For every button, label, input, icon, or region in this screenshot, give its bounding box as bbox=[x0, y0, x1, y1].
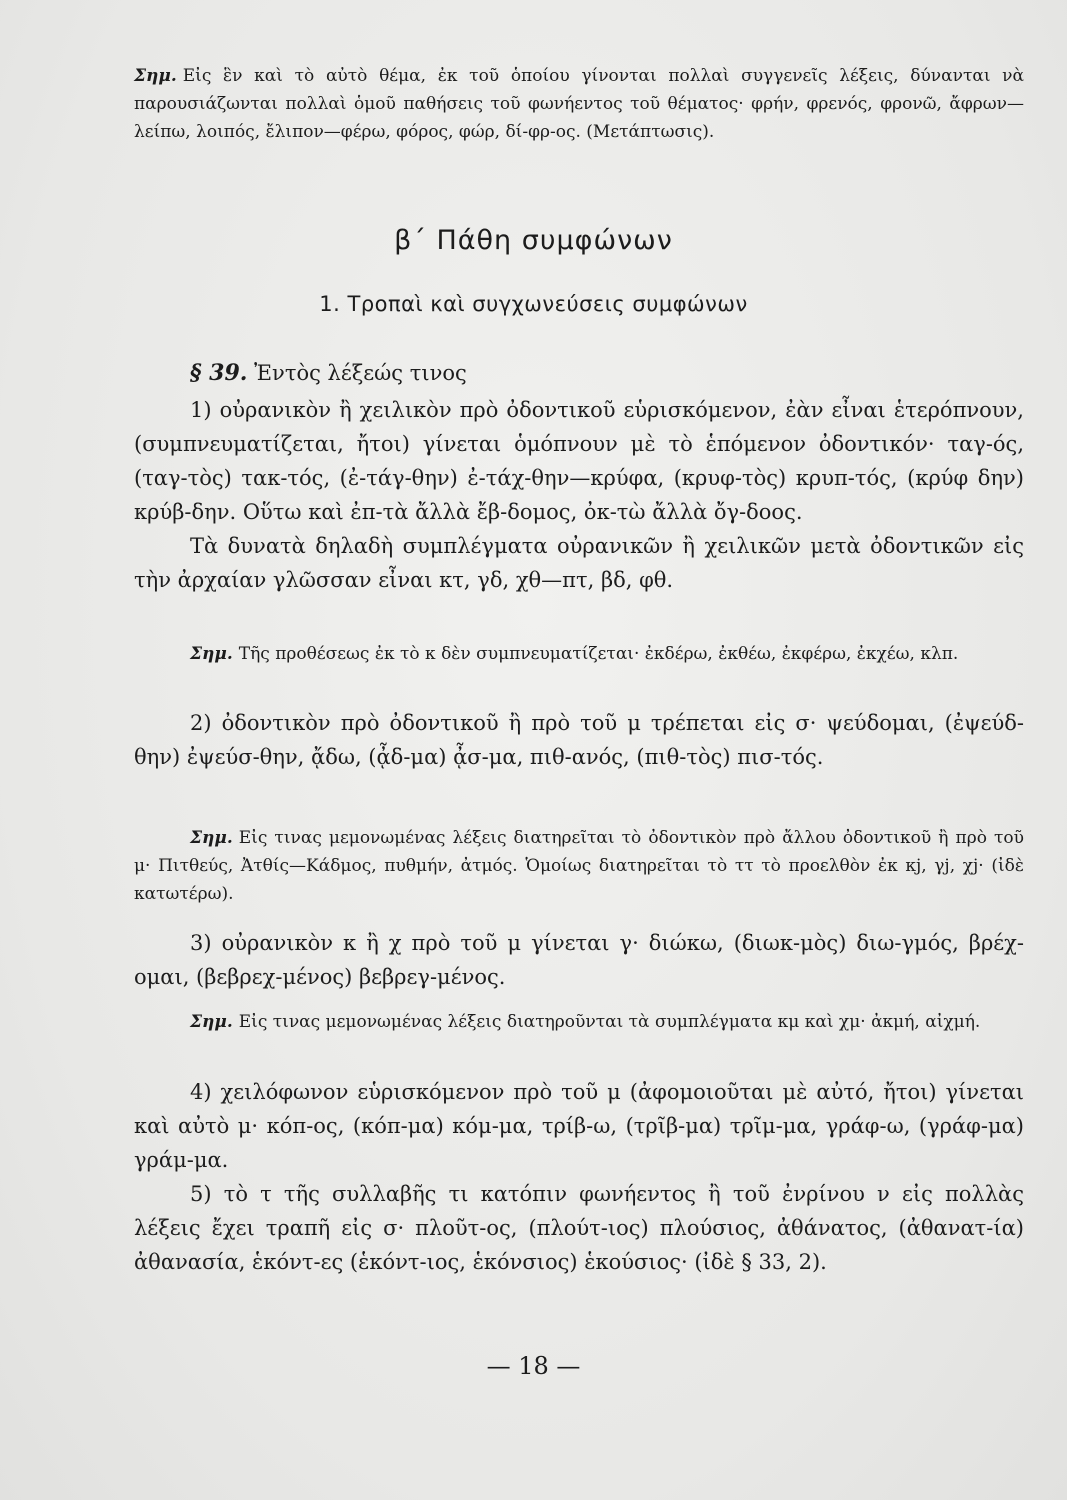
paragraph-4-text: 4) χειλόφωνον εὑρισκόμενον πρὸ τοῦ μ (ἀφομοιοῦται μὲ αὐτό, ἤτοι) γίνεται καὶ αὐτὸ μ· κόπ-ος, (κόπ-μα) κόμ-μα, τρίβ-ω, (τρῖβ-μα) τρῖμ-μα, γράφ-ω, (γράφ-μα) γράμ-μα. bbox=[134, 1080, 1024, 1172]
section-heading: 1. Τροπαὶ καὶ συγχωνεύσεις συμφώνων bbox=[319, 292, 748, 316]
note-3 bbox=[134, 1008, 1024, 1036]
section-intro: Ἐντὸς λέξεώς τινος bbox=[254, 361, 467, 385]
paragraph-4 bbox=[134, 1075, 1024, 1279]
paragraph-1 bbox=[134, 393, 1024, 597]
note-text: Εἰς ἓν καὶ τὸ αὐτὸ θέμα, ἐκ τοῦ ὁποίου γίνονται πολλαὶ συγγενεῖς λέξεις, δύνανται νὰ παρουσιάζωνται πολλαὶ ὁμοῦ παθήσεις τοῦ φωνήεντος τοῦ θέματος· φρήν, φρενός, φρονῶ, ἄφρων—λείπω, λοιπός, ἔλιπον—φέρω, φόρος, φώρ, δί-φρ-ος. (Μετάπτωσις). bbox=[134, 66, 1024, 142]
chapter-heading: β΄ Πάθη συμφώνων bbox=[394, 225, 673, 256]
section-number: § 39. bbox=[190, 360, 248, 386]
note-label: Σημ. bbox=[190, 1012, 233, 1032]
note-1 bbox=[134, 640, 1024, 668]
note-top bbox=[134, 62, 1024, 146]
section-39-intro bbox=[134, 356, 1024, 391]
paragraph-3 bbox=[134, 926, 1024, 994]
note-label: Σημ. bbox=[190, 828, 233, 848]
page-number: — 18 — bbox=[486, 1352, 581, 1380]
paragraph-1b-text: Τὰ δυνατὰ δηλαδὴ συμπλέγματα οὐρανικῶν ἢ χειλικῶν μετὰ ὀδοντικῶν εἰς τὴν ἀρχαίαν γλῶσσαν εἶναι κτ, γδ, χθ—πτ, βδ, φθ. bbox=[134, 534, 1024, 592]
paragraph-2 bbox=[134, 706, 1024, 774]
note-label: Σημ. bbox=[134, 66, 177, 86]
paragraph-2-text: 2) ὀδοντικὸν πρὸ ὀδοντικοῦ ἢ πρὸ τοῦ μ τρέπεται εἰς σ· ψεύδομαι, (ἐψεύδ-θην) ἐψεύσ-θην, ᾄδω, (ᾆδ-μα) ᾆσ-μα, πιθ-ανός, (πιθ-τὸς) πισ-τός. bbox=[134, 711, 1024, 769]
note-2 bbox=[134, 824, 1024, 908]
paragraph-1-text: 1) οὐρανικὸν ἢ χειλικὸν πρὸ ὀδοντικοῦ εὑρισκόμενον, ἐὰν εἶναι ἑτερόπνουν, (συμπνευματίζεται, ἤτοι) γίνεται ὁμόπνουν μὲ τὸ ἑπόμενον ὀδοντικόν· ταγ-ός, (ταγ-τὸς) τακ-τός, (ἐ-τάγ-θην) ἐ-τάχ-θην—κρύφα, (κρυφ-τὸς) κρυπ-τός, (κρύφ δην) κρύβ-δην. Οὕτω καὶ ἐπ-τὰ ἄλλὰ ἔβ-δομος, ὀκ-τὼ ἄλλὰ ὄγ-δοος. bbox=[134, 398, 1024, 524]
paragraph-5-text: 5) τὸ τ τῆς συλλαβῆς τι κατόπιν φωνήεντος ἢ τοῦ ἐνρίνου ν εἰς πολλὰς λέξεις ἔχει τραπῆ εἰς σ· πλοῦτ-ος, (πλούτ-ιος) πλούσιος, ἀθάνατος, (ἀθανατ-ία) ἀθανασία, ἑκόντ-ες (ἑκόντ-ιος, ἑκόνσιος) ἑκούσιος· (ἰδὲ § 33, 2). bbox=[134, 1182, 1024, 1274]
paragraph-3-text: 3) οὐρανικὸν κ ἢ χ πρὸ τοῦ μ γίνεται γ· διώκω, (διωκ-μὸς) διω-γμός, βρέχ-ομαι, (βεβρεχ-μένος) βεβρεγ-μένος. bbox=[134, 931, 1024, 989]
note-text: Εἰς τινας μεμονωμένας λέξεις διατηροῦνται τὰ συμπλέγματα κμ καὶ χμ· ἀκμή, αἰχμή. bbox=[238, 1012, 981, 1032]
note-text: Τῆς προθέσεως ἐκ τὸ κ δὲν συμπνευματίζεται· ἐκδέρω, ἐκθέω, ἐκφέρω, ἐκχέω, κλπ. bbox=[238, 644, 959, 664]
note-label: Σημ. bbox=[190, 644, 233, 664]
note-text: Εἰς τινας μεμονωμένας λέξεις διατηρεῖται τὸ ὀδοντικὸν πρὸ ἄλλου ὀδοντικοῦ ἢ πρὸ τοῦ μ· Πιτθεύς, Ἀτθίς—Κάδμος, πυθμήν, ἀτμός. Ὁμοίως διατηρεῖται τὸ ττ τὸ προελθὸν ἐκ κj, γj, χj· (ἰδὲ κατωτέρω). bbox=[134, 828, 1024, 904]
